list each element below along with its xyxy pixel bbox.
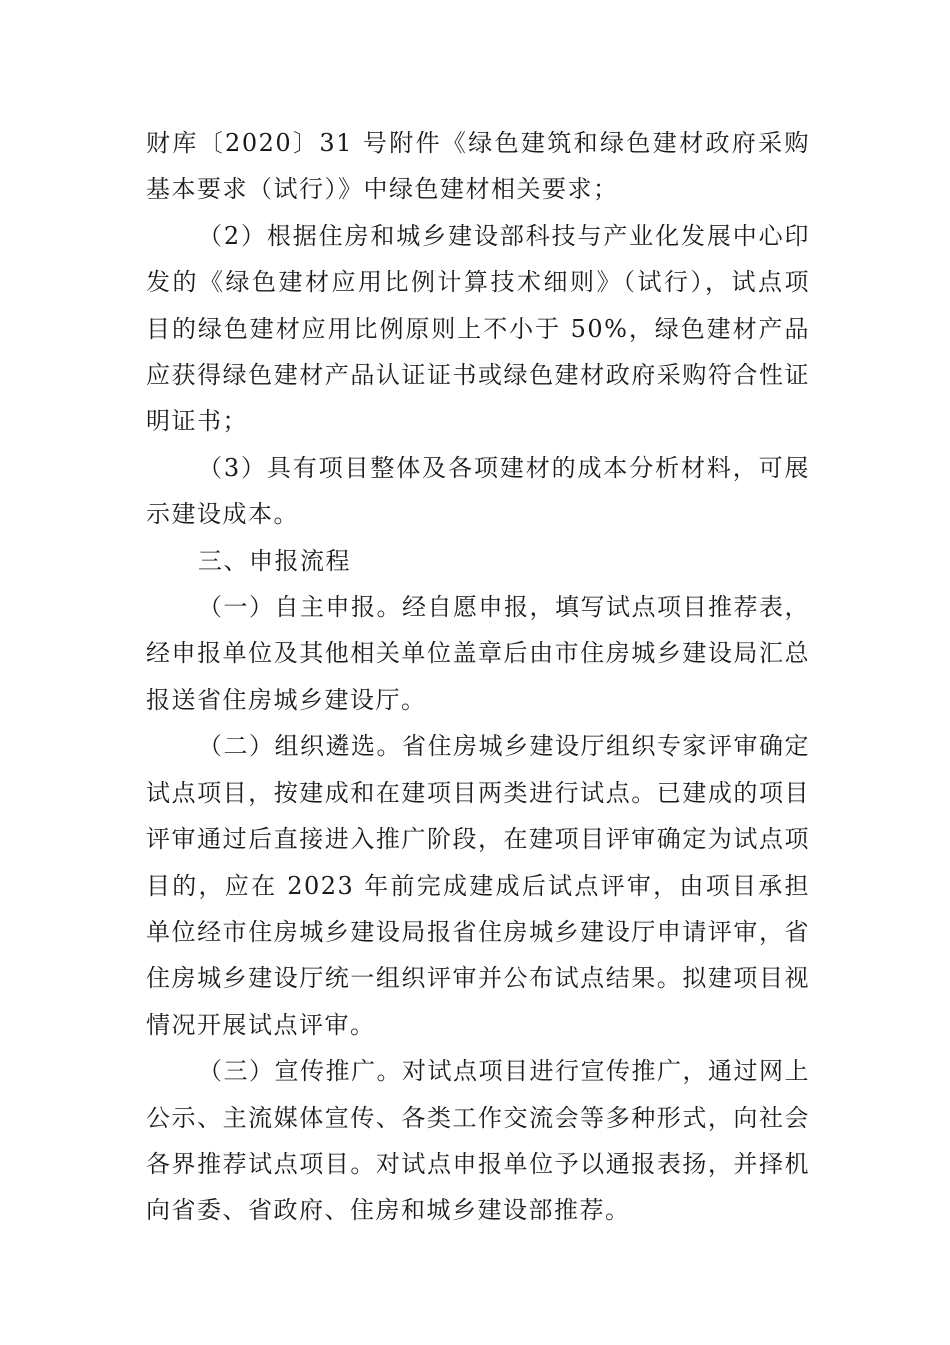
- document-body: [146, 120, 810, 1234]
- paragraph-selection: （二）组织遴选。省住房城乡建设厅组织专家评审确定试点项目，按建成和在建项目两类进行试点。已建成的项目评审通过后直接进入推广阶段，在建项目评审确定为试点项目的，应在 2023 年前完成建成后试点评审，由项目承担单位经市住房城乡建设局报省住房城乡建设厅申请评审，省住房城乡建设厅统一组织评审并公布试点结果。拟建项目视情况开展试点评审。: [146, 732, 810, 1039]
- paragraph-requirements-continued: 财库〔2020〕31 号附件《绿色建筑和绿色建材政府采购基本要求（试行）》中绿色建材相关要求；: [146, 129, 810, 204]
- paragraph-item-2: （2）根据住房和城乡建设部科技与产业化发展中心印发的《绿色建材应用比例计算技术细则》（试行），试点项目的绿色建材应用比例原则上不小于 50%，绿色建材产品应获得绿色建材产品认证证书或绿色建材政府采购符合性证明证书；: [146, 221, 810, 436]
- paragraph-item-3: （3）具有项目整体及各项建材的成本分析材料，可展示建设成本。: [146, 453, 810, 529]
- section-heading-application-process: 三、申报流程: [198, 546, 351, 575]
- paragraph-promotion: （三）宣传推广。对试点项目进行宣传推广，通过网上公示、主流媒体宣传、各类工作交流会等多种形式，向社会各界推荐试点项目。对试点申报单位予以通报表扬，并择机向省委、省政府、住房和城乡建设部推荐。: [146, 1057, 810, 1225]
- paragraph-self-application: （一）自主申报。经自愿申报，填写试点项目推荐表，经申报单位及其他相关单位盖章后由市住房城乡建设局汇总报送省住房城乡建设厅。: [146, 593, 810, 714]
